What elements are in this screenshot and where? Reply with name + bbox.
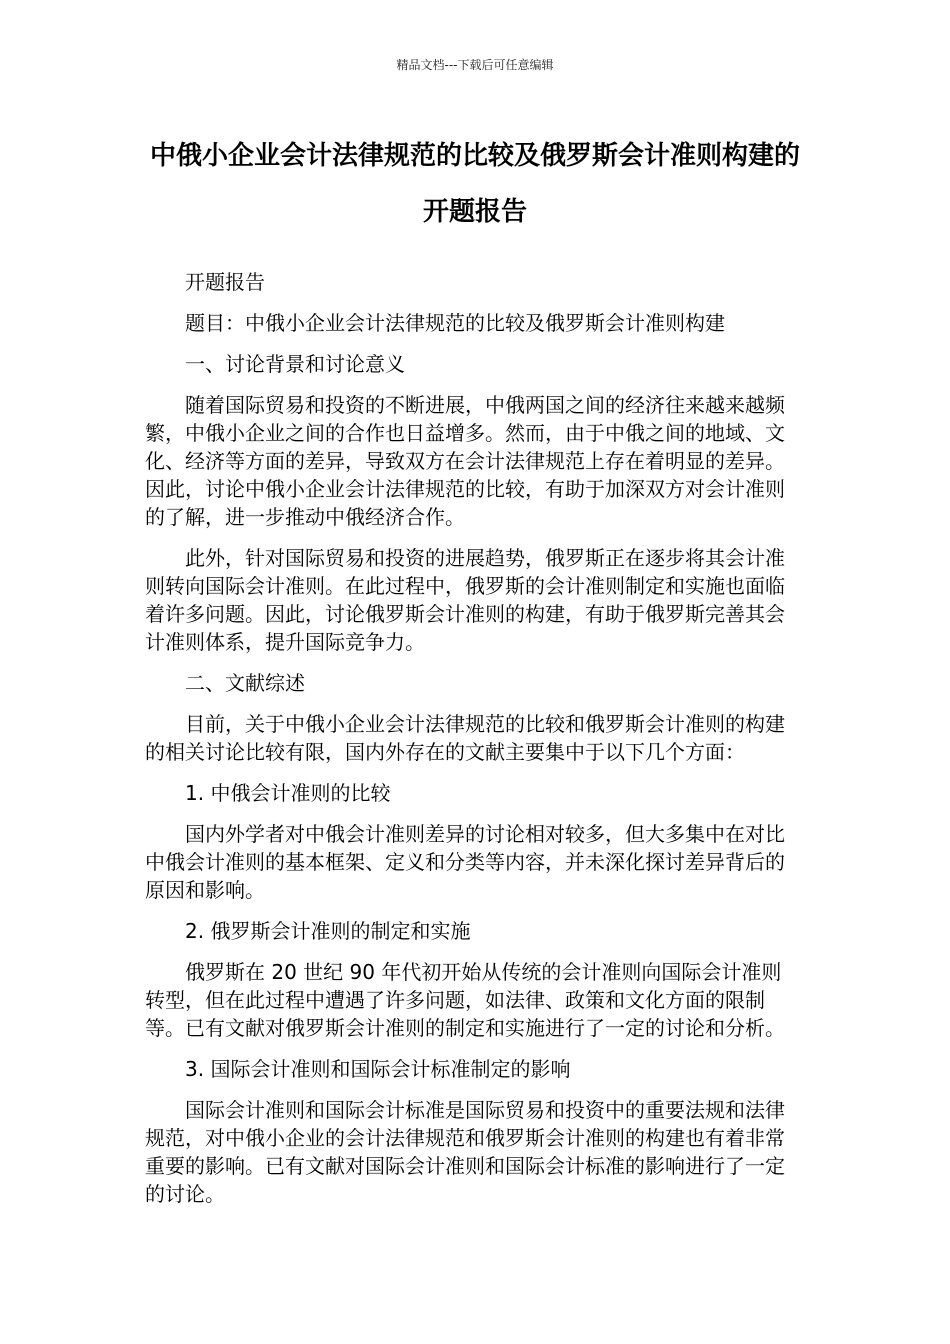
paragraph-report-label: 开题报告 [185,270,265,294]
subheading-russian-standards: 2. 俄罗斯会计准则的制定和实施 [185,919,471,943]
document-body [145,268,795,1221]
paragraph-background-2: 此外，针对国际贸易和投资的进展趋势，俄罗斯正在逐步将其会计准则转向国际会计准则。在此过程中，俄罗斯的会计准则制定和实施也面临着许多问题。因此，讨论俄罗斯会计准则的构建，有助于俄罗斯完善其会计准则体系，提升国际竞争力。 [145,546,785,654]
paragraph-topic: 题目：中俄小企业会计法律规范的比较及俄罗斯会计准则构建 [185,311,725,335]
section-heading-background: 一、讨论背景和讨论意义 [185,352,405,376]
paragraph-background-1: 随着国际贸易和投资的不断进展，中俄两国之间的经济往来越来越频繁，中俄小企业之间的合作也日益增多。然而，由于中俄之间的地域、文化、经济等方面的差异，导致双方在会计法律规范上存在着明显的差异。因此，讨论中俄小企业会计法律规范的比较，有助于加深双方对会计准则的了解，进一步推动中俄经济合作。 [145,393,785,529]
section-heading-literature: 二、文献综述 [185,671,305,695]
document-title: 中俄小企业会计法律规范的比较及俄罗斯会计准则构建的开题报告 [149,141,800,227]
header-note: 精品文档---下载后可任意编辑 [396,58,554,72]
paragraph-russian-standards: 俄罗斯在 20 世纪 90 年代初开始从传统的会计准则向国际会计准则转型，但在此过程中遭遇了许多问题，如法律、政策和文化方面的限制等。已有文献对俄罗斯会计准则的制定和实施进行了一定的讨论和分析。 [145,960,785,1040]
subheading-comparison: 1. 中俄会计准则的比较 [185,781,391,805]
paragraph-literature-intro: 目前，关于中俄小企业会计法律规范的比较和俄罗斯会计准则的构建的相关讨论比较有限，国内外存在的文献主要集中于以下几个方面： [145,712,785,764]
paragraph-comparison: 国内外学者对中俄会计准则差异的讨论相对较多，但大多集中在对比中俄会计准则的基本框架、定义和分类等内容，并未深化探讨差异背后的原因和影响。 [145,822,785,902]
subheading-international-standards: 3. 国际会计准则和国际会计标准制定的影响 [185,1057,571,1081]
paragraph-international-standards: 国际会计准则和国际会计标准是国际贸易和投资中的重要法规和法律规范，对中俄小企业的会计法律规范和俄罗斯会计准则的构建也有着非常重要的影响。已有文献对国际会计准则和国际会计标准的影响进行了一定的讨论。 [145,1098,785,1206]
